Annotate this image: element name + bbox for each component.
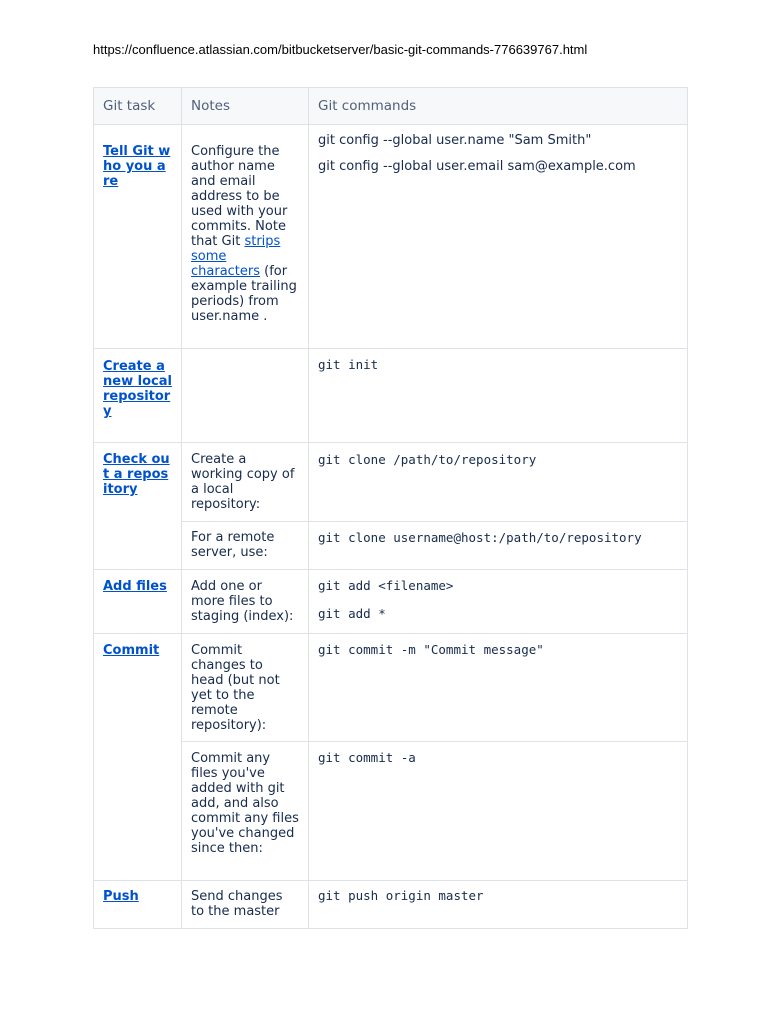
table-row — [94, 570, 688, 634]
commands-cell — [309, 742, 688, 881]
command-text: git clone /path/to/repository — [318, 452, 537, 467]
command-text: git config --global user.email sam@example.com — [318, 159, 636, 174]
notes-cell: For a remote server, use: — [182, 522, 309, 570]
task-link-check-out[interactable]: Check out a repository — [103, 452, 170, 497]
table-row — [94, 125, 688, 349]
notes-cell: Create a working copy of a local repository: — [182, 443, 309, 522]
commands-cell — [309, 443, 688, 522]
note-text: Configure the author name and email address to be used with your commits. Note that Git — [191, 144, 288, 249]
task-link-commit[interactable]: Commit — [103, 643, 160, 658]
task-link-add-files[interactable]: Add files — [103, 579, 167, 594]
commands-cell — [309, 522, 688, 570]
strips-characters-link[interactable]: strips some characters — [191, 234, 281, 279]
table-row — [94, 349, 688, 443]
notes-cell: Add one or more files to staging (index): — [182, 570, 309, 634]
task-link-tell-git[interactable]: Tell Git who you are — [103, 144, 171, 189]
command-text: git add <filename> — [318, 578, 454, 593]
notes-cell: Send changes to the master — [182, 881, 309, 929]
notes-cell: Commit any files you've added with git add, and also commit any files you've changed since then: — [182, 742, 309, 881]
command-text: git add * — [318, 606, 386, 621]
command-text: git clone username@host:/path/to/repository — [318, 530, 642, 545]
header-notes: Notes — [182, 88, 309, 125]
table-header-row — [94, 88, 688, 125]
notes-cell — [182, 125, 309, 349]
task-link-push[interactable]: Push — [103, 889, 139, 904]
table-row — [94, 634, 688, 742]
command-text: git init — [318, 357, 379, 372]
note-text: (for example trailing periods) from user.name . — [191, 264, 297, 324]
commands-cell — [309, 881, 688, 929]
command-text: git commit -m "Commit message" — [318, 642, 544, 657]
header-git-commands: Git commands — [309, 88, 688, 125]
table-row — [94, 522, 688, 570]
command-text: git commit -a — [318, 750, 416, 765]
table-row — [94, 742, 688, 881]
commands-cell — [309, 634, 688, 742]
page-url: https://confluence.atlassian.com/bitbucketserver/basic-git-commands-776639767.html — [93, 42, 588, 57]
header-git-task: Git task — [94, 88, 182, 125]
commands-cell — [309, 125, 688, 349]
command-text: git push origin master — [318, 888, 484, 903]
notes-cell: Commit changes to head (but not yet to the remote repository): — [182, 634, 309, 742]
notes-cell — [182, 349, 309, 443]
task-link-create-repo[interactable]: Create a new local repository — [103, 359, 172, 419]
git-commands-table — [93, 87, 688, 929]
commands-cell — [309, 570, 688, 634]
table-row — [94, 443, 688, 522]
commands-cell — [309, 349, 688, 443]
table-row — [94, 881, 688, 929]
command-text: git config --global user.name "Sam Smith" — [318, 133, 592, 148]
